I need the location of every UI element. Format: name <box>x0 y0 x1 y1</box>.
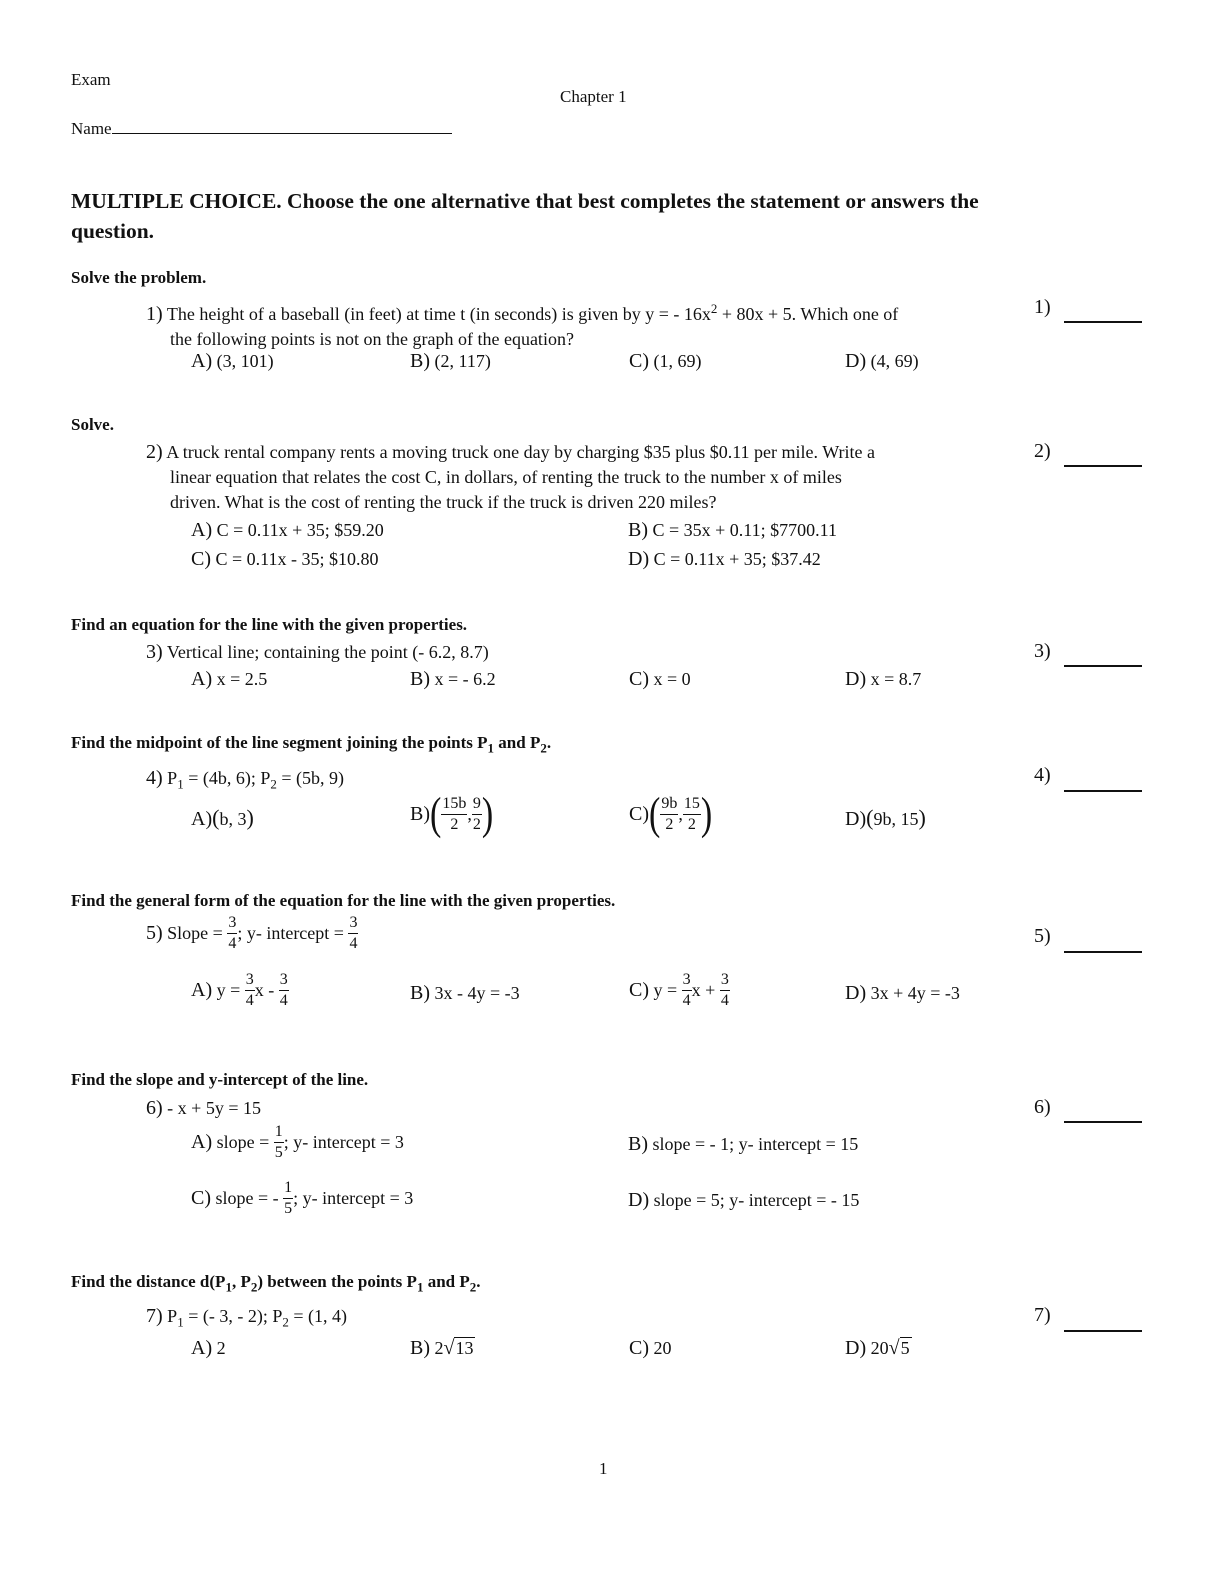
choice-a[interactable]: A) slope = $\frac{1}{5}$ ; y- intercept = 3 <box>191 1123 404 1161</box>
answer-number: 2) <box>1034 440 1051 462</box>
question-1 <box>146 296 1026 352</box>
choice-c[interactable]: C) 20 <box>629 1337 672 1359</box>
radical-icon: √ <box>443 1337 455 1359</box>
question-text: the following points is not on the graph of the equation? <box>170 329 574 349</box>
question-text: linear equation that relates the cost C, in dollars, of renting the truck to the number x of miles <box>170 467 842 487</box>
section-heading-2: Solve. <box>71 415 114 434</box>
choice-d[interactable]: D) 20√5 <box>845 1337 910 1359</box>
question-number: 3) <box>146 641 163 663</box>
chapter-label: Chapter 1 <box>560 87 627 106</box>
choice-c[interactable]: C) x = 0 <box>629 668 691 690</box>
question-4: 4) $P_1 = (4b$, 6); $P_2 = (5b$, 9) <box>146 767 344 792</box>
instructions-line-1: MULTIPLE CHOICE. Choose the one alternative that best completes the statement or answers the <box>71 189 979 213</box>
choice-a[interactable]: A) 2 <box>191 1337 226 1359</box>
choice-c[interactable]: C) y = $\frac{3}{4}$ x + $\frac{3}{4}$ <box>629 971 729 1009</box>
radical-icon: √ <box>888 1337 900 1359</box>
question-6 <box>146 1096 261 1121</box>
question-number: 1) <box>146 303 163 325</box>
answer-number: 4) <box>1034 764 1051 786</box>
question-number: 7) <box>146 1305 163 1327</box>
answer-number: 3) <box>1034 640 1051 662</box>
choice-c[interactable]: C) slope = - $\frac{1}{5}$ ; y- intercept = 3 <box>191 1179 414 1217</box>
answer-blank-1[interactable] <box>1064 321 1142 323</box>
choice-d[interactable]: D)(9b, 15) <box>845 805 926 830</box>
choice-b[interactable]: B)( $\frac{15b}{2}$ , $\frac{9}{2}$ ) <box>410 788 494 839</box>
choice-b[interactable]: B) C = 35x + 0.11; $7700.11 <box>628 519 837 541</box>
choice-c[interactable]: C)( $\frac{9b}{2}$ , $\frac{15}{2}$ ) <box>629 788 713 839</box>
answer-blank-5[interactable] <box>1064 951 1142 953</box>
name-line <box>112 118 452 134</box>
answer-blank-7[interactable] <box>1064 1330 1142 1332</box>
question-number: 2) <box>146 441 163 463</box>
question-3 <box>146 640 489 665</box>
page-number: 1 <box>599 1459 608 1478</box>
choice-a[interactable]: A) y = $\frac{3}{4}$ x - $\frac{3}{4}$ <box>191 971 288 1009</box>
section-heading-7: Find the distance $d(P_1$, $P_2$) between the points $P_1$ and $P_2$. <box>71 1272 481 1295</box>
section-heading-5: Find the general form of the equation for the line with the given properties. <box>71 891 616 910</box>
question-text: Vertical line; containing the point (- 6.2, 8.7) <box>166 642 489 662</box>
question-text: - x + 5y = 15 <box>167 1098 261 1118</box>
choice-d[interactable]: D) x = 8.7 <box>845 668 922 690</box>
question-text: driven. What is the cost of renting the truck if the truck is driven 220 miles? <box>170 492 717 512</box>
answer-blank-3[interactable] <box>1064 665 1142 667</box>
choice-a[interactable]: A)(b, 3) <box>191 805 254 830</box>
instructions-line-2: question. <box>71 219 155 243</box>
choice-d[interactable]: D) (4, 69) <box>845 350 919 372</box>
answer-blank-4[interactable] <box>1064 790 1142 792</box>
choice-d[interactable]: D) slope = 5; y- intercept = - 15 <box>628 1189 860 1211</box>
choice-d[interactable]: D) 3x + 4y = -3 <box>845 982 960 1004</box>
answer-number: 1) <box>1034 296 1051 318</box>
question-number: 6) <box>146 1097 163 1119</box>
question-text: A truck rental company rents a moving truck one day by charging $35 plus $0.11 per mile. Write a <box>166 442 875 462</box>
section-heading-1: Solve the problem. <box>71 268 207 287</box>
section-heading-3: Find an equation for the line with the given properties. <box>71 615 468 634</box>
question-2 <box>146 440 1026 515</box>
answer-blank-6[interactable] <box>1064 1121 1142 1123</box>
exponent: 2 <box>710 301 718 316</box>
question-text: The height of a baseball (in feet) at time t (in seconds) is given by y = - 16x <box>166 304 711 324</box>
choice-a[interactable]: A) C = 0.11x + 35; $59.20 <box>191 519 384 541</box>
choice-b[interactable]: B) x = - 6.2 <box>410 668 496 690</box>
choice-c[interactable]: C) (1, 69) <box>629 350 702 372</box>
choice-b[interactable]: B) slope = - 1; y- intercept = 15 <box>628 1133 859 1155</box>
choice-a[interactable]: A) x = 2.5 <box>191 668 268 690</box>
question-number: 4) <box>146 767 163 789</box>
answer-number: 5) <box>1034 925 1051 947</box>
choice-c[interactable]: C) C = 0.11x - 35; $10.80 <box>191 548 379 570</box>
question-text: + 80x + 5. Which one of <box>717 304 899 324</box>
name-field <box>71 118 452 139</box>
choice-b[interactable]: B) 3x - 4y = -3 <box>410 982 520 1004</box>
instructions <box>71 186 1151 246</box>
choice-b[interactable]: B) 2√13 <box>410 1337 474 1359</box>
section-heading-6: Find the slope and y-intercept of the line. <box>71 1070 369 1089</box>
answer-number: 7) <box>1034 1304 1051 1326</box>
question-number: 5) <box>146 922 163 944</box>
choice-b[interactable]: B) (2, 117) <box>410 350 491 372</box>
choice-a[interactable]: A) (3, 101) <box>191 350 274 372</box>
question-5: 5) Slope = $\frac{3}{4}$ ; y- intercept = $\frac{3}{4}$ <box>146 914 358 952</box>
choice-d[interactable]: D) C = 0.11x + 35; $37.42 <box>628 548 821 570</box>
section-heading-4: Find the midpoint of the line segment joining the points $P_1$ and $P_2$. <box>71 733 552 756</box>
answer-number: 6) <box>1034 1096 1051 1118</box>
answer-blank-2[interactable] <box>1064 465 1142 467</box>
exam-label: Exam <box>71 70 111 89</box>
name-label: Name <box>71 119 112 138</box>
question-7: 7) $P_1$ = (- 3, - 2); $P_2 = (1$, 4) <box>146 1305 347 1330</box>
